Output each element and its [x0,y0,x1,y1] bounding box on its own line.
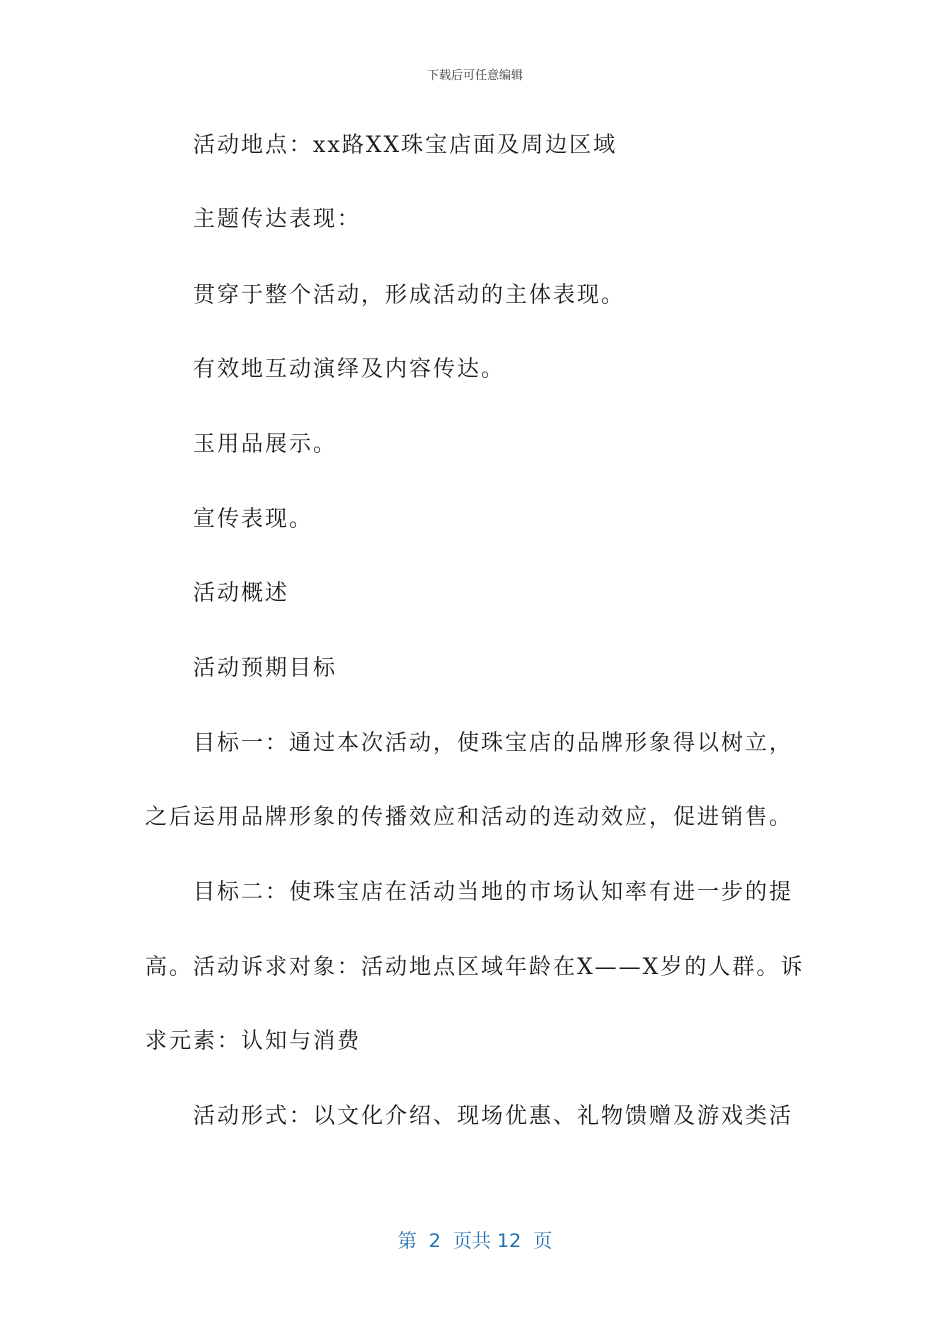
paragraph-line: 活动形式：以文化介绍、现场优惠、礼物馈赠及游戏类活 [193,1104,794,1129]
section-heading: 活动预期目标 [193,656,338,681]
paragraph-line: 贯穿于整个活动，形成活动的主体表现。 [193,283,626,308]
paragraph-line: 有效地互动演绎及内容传达。 [193,357,506,382]
paragraph-line: 之后运用品牌形象的传播效应和活动的连动效应，促进销售。 [145,805,794,830]
page-number-footer: 第 2 页共 12 页 [397,1230,553,1252]
header-note: 下载后可任意编辑 [426,68,523,82]
paragraph-line: 求元素：认知与消费 [145,1029,362,1054]
paragraph-line: 活动地点：xx路XX珠宝店面及周边区域 [193,133,618,158]
paragraph-line: 目标一：通过本次活动，使珠宝店的品牌形象得以树立， [193,731,794,756]
paragraph-line: 高。活动诉求对象：活动地点区域年龄在X——X岁的人群。诉 [145,955,805,980]
paragraph-line: 宣传表现。 [193,507,314,532]
paragraph-line: 目标二：使珠宝店在活动当地的市场认知率有进一步的提 [193,880,794,905]
paragraph-line: 玉用品展示。 [193,432,338,457]
paragraph-line: 主题传达表现： [193,207,362,232]
section-heading: 活动概述 [193,581,290,606]
